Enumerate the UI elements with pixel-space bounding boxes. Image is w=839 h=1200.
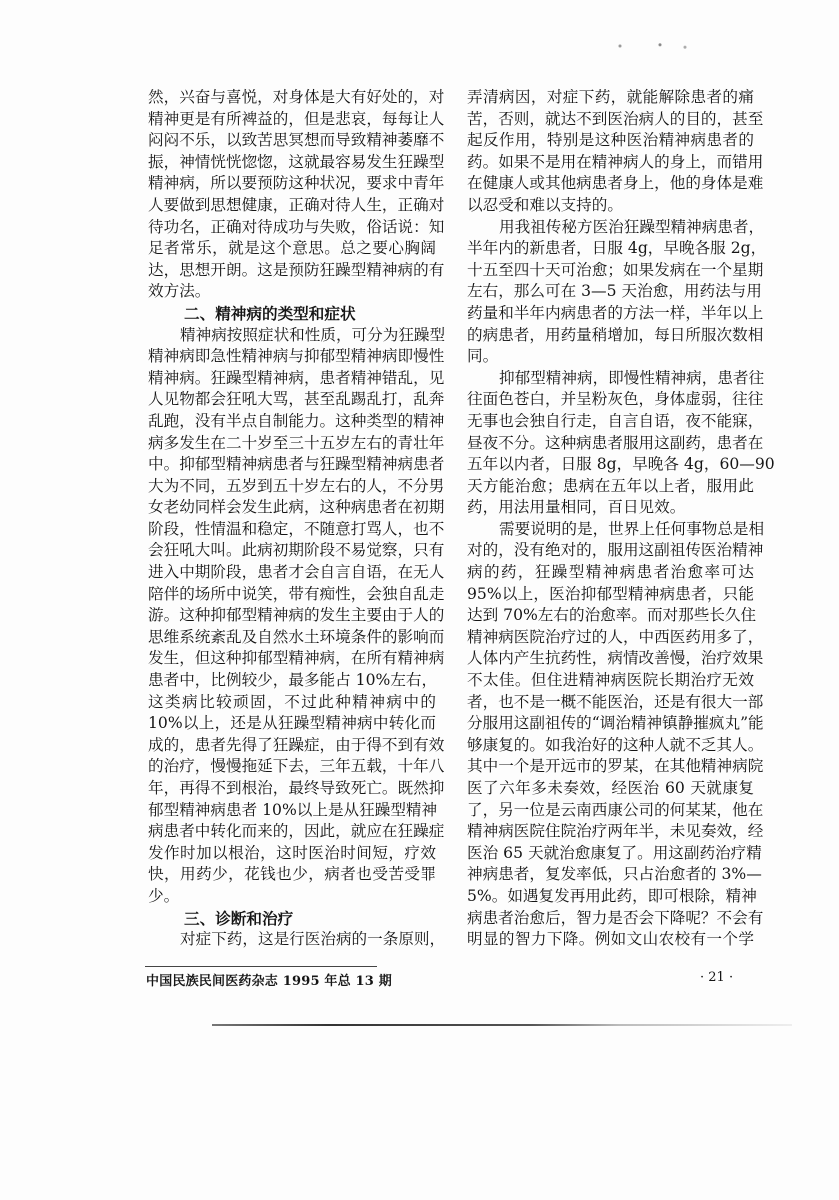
text-line: 对症下药，这是行医治病的一条原则， bbox=[180, 930, 446, 949]
text-line: 医治 65 天就治愈康复了。用这副药治疗精 bbox=[467, 843, 762, 862]
text-line: 达到 70%左右的治愈率。而对那些长久住 bbox=[467, 606, 757, 625]
text-line: 需要说明的是，世界上任何事物总是相 bbox=[499, 519, 765, 538]
text-line: 年，再得不到根治，最终导致死亡。既然抑 bbox=[148, 779, 445, 797]
text-line: 达，思想开朗。这是预防狂躁型精神病的有 bbox=[148, 260, 445, 279]
journal-footer: 中国民族民间医药杂志 1995 年总 13 期 bbox=[146, 974, 392, 989]
text-line: 这类病比较顽固，不过此种精神病中的 bbox=[148, 692, 436, 711]
text-line: 分服用这副祖传的“调治精神镇静摧疯丸”能 bbox=[467, 714, 764, 733]
text-line: 明显的智力下降。例如文山农校有一个学 bbox=[467, 930, 754, 949]
text-line: 药。如果不是用在精神病人的身上，而错用 bbox=[467, 152, 764, 171]
text-line: 昼夜不分。这种病患者服用这副药，患者在 bbox=[467, 433, 764, 452]
section-heading bbox=[148, 908, 436, 930]
text-line: 病的药，狂躁型精神病患者治愈率可达 bbox=[467, 563, 754, 582]
text-line: 弄清病因，对症下药，就能解除患者的痛 bbox=[467, 88, 754, 106]
text-line: 阶段，性情温和稳定，不随意打骂人，也不 bbox=[148, 519, 445, 538]
paragraph bbox=[467, 519, 765, 951]
text-line: 的治疗，慢慢拖延下去，三年五载，十年八 bbox=[148, 757, 445, 776]
text-line: 发生，但这种抑郁型精神病，在所有精神病 bbox=[148, 649, 445, 668]
text-line: 发作时加以根治，这时医治时间短，疗效 bbox=[148, 843, 436, 862]
text-line: 病患者治愈后，智力是否会下降呢？不会有 bbox=[467, 908, 764, 927]
heading-text: 二、精神病的类型和症状 bbox=[184, 303, 356, 323]
text-line: 少。 bbox=[148, 886, 180, 905]
text-line: 天方能治愈；患病在五年以上者，服用此 bbox=[467, 476, 754, 495]
left-column bbox=[148, 87, 446, 951]
text-line: 待功名，正确对待成功与失败，俗话说：知 bbox=[148, 217, 445, 236]
text-line: 女老幼同样会发生此病，这种病患者在初期 bbox=[148, 498, 445, 517]
scan-artifact-line bbox=[212, 1024, 792, 1026]
text-line: 会狂吼大叫。此病初期阶段不易觉察，只有 bbox=[148, 541, 445, 560]
section-heading bbox=[148, 303, 436, 325]
paragraph bbox=[148, 325, 446, 908]
paragraph bbox=[148, 929, 446, 951]
text-line: 以忍受和难以支持的。 bbox=[467, 195, 623, 214]
text-line: 精神更是有所裨益的，但是悲哀，每每让人 bbox=[148, 109, 445, 128]
heading-text: 三、诊断和治疗 bbox=[184, 908, 294, 928]
text-line: 乱跑，没有半点自制能力。这种类型的精神 bbox=[148, 411, 445, 430]
scan-noise bbox=[600, 40, 700, 52]
text-line: 思维系统紊乱及自然水土环境条件的影响而 bbox=[148, 627, 445, 646]
text-line: 无事也会独自行走，自言自语，夜不能寐， bbox=[467, 411, 764, 430]
text-line: 的病患者，用药量稍增加，每日所服次数相 bbox=[467, 325, 764, 344]
text-line: 医了六年多未奏效，经医治 60 天就康复 bbox=[467, 779, 754, 797]
text-line: 足者常乐，就是这个意思。总之要心胸阔 bbox=[148, 239, 436, 258]
text-line: 苦，否则，就达不到医治病人的目的，甚至 bbox=[467, 109, 764, 128]
text-line: 起反作用，特别是这种医治精神病患者的 bbox=[467, 131, 754, 150]
text-line: 其中一个是开远市的罗某，在其他精神病院 bbox=[467, 757, 764, 776]
text-line: 了，另一位是云南西康公司的何某某，他在 bbox=[467, 800, 764, 819]
text-line: 神病患者，复发率低，只占治愈者的 3%— bbox=[467, 865, 762, 884]
text-line: 郁型精神病患者 10%以上是从狂躁型精神 bbox=[148, 800, 438, 819]
text-line: 半年内的新患者，日服 4g，早晚各服 2g， bbox=[467, 239, 767, 258]
text-line: 精神病。狂躁型精神病，患者精神错乱，见 bbox=[148, 368, 445, 387]
text-line: 患者中，比例较少，最多能占 10%左右， bbox=[148, 671, 438, 690]
text-line: 效方法。 bbox=[148, 282, 211, 301]
text-line: 快，用药少，花钱也少，病者也受苦受罪 bbox=[148, 865, 436, 884]
text-line: 10%以上，还是从狂躁型精神病中转化而 bbox=[148, 714, 436, 733]
text-line: 精神病医院治疗过的人，中西医药用多了， bbox=[467, 627, 764, 646]
text-line: 不太佳。但住进精神病医院长期治疗无效 bbox=[467, 671, 754, 690]
paragraph bbox=[148, 87, 445, 303]
paragraph bbox=[467, 368, 775, 519]
text-line: 精神病即急性精神病与抑郁型精神病即慢性 bbox=[148, 347, 445, 366]
text-line: 药量和半年内病患者的方法一样，半年以上 bbox=[467, 303, 764, 322]
text-line: 五年以内者，日服 8g，早晚各 4g，60—90 bbox=[467, 455, 775, 474]
text-line: 进入中期阶段，患者才会自言自语，在无人 bbox=[148, 563, 445, 582]
text-line: 药，用法用量相同，百日见效。 bbox=[467, 498, 686, 517]
text-line: 病患者中转化而来的，因此，就应在狂躁症 bbox=[148, 822, 445, 841]
paragraph bbox=[467, 87, 764, 217]
text-line: 同。 bbox=[467, 347, 499, 366]
text-line: 成的，患者先得了狂躁症，由于得不到有效 bbox=[148, 735, 445, 754]
text-line: 病多发生在二十岁至三十五岁左右的青壮年 bbox=[148, 433, 445, 452]
text-line: 精神病，所以要预防这种状况，要求中青年 bbox=[148, 174, 445, 193]
text-line: 十五至四十天可治愈；如果发病在一个星期 bbox=[467, 260, 764, 279]
right-column bbox=[467, 87, 775, 951]
text-line: 精神病医院住院治疗两年半，未见奏效，经 bbox=[467, 822, 764, 841]
text-line: 者，也不是一概不能医治，还是有很大一部 bbox=[467, 692, 764, 711]
text-line: 抑郁型精神病，即慢性精神病，患者往 bbox=[499, 368, 765, 387]
text-line: 用我祖传秘方医治狂躁型精神病患者， bbox=[499, 217, 765, 236]
text-line: 对的，没有绝对的，服用这副祖传医治精神 bbox=[467, 541, 764, 560]
text-line: 人体内产生抗药性，病情改善慢，治疗效果 bbox=[467, 649, 764, 668]
text-line: 闷闷不乐，以致苦思冥想而导致精神萎靡不 bbox=[148, 131, 445, 150]
text-line: 往面色苍白，并呈粉灰色，身体虚弱，往往 bbox=[467, 390, 764, 409]
text-line: 5%。如遇复发再用此药，即可根除，精神 bbox=[467, 886, 757, 905]
text-line: 人见物都会狂吼大骂，甚至乱踢乱打，乱奔 bbox=[148, 390, 445, 409]
text-line: 中。抑郁型精神病患者与狂躁型精神病患者 bbox=[148, 455, 445, 474]
text-line: 大为不同，五岁到五十岁左右的人，不分男 bbox=[148, 476, 445, 495]
text-line: 陪伴的场所中说笑，带有痴性，会独自乱走 bbox=[148, 584, 445, 603]
text-line: 在健康人或其他病患者身上，他的身体是难 bbox=[467, 174, 764, 193]
footer-rule bbox=[145, 966, 377, 967]
text-line: 够康复的。如我治好的这种人就不乏其人。 bbox=[467, 735, 764, 754]
text-line: 精神病按照症状和性质，可分为狂躁型 bbox=[180, 325, 446, 344]
text-line: 振，神情恍恍惚惚，这就最容易发生狂躁型 bbox=[148, 152, 445, 171]
paragraph bbox=[467, 217, 767, 368]
text-line: 95%以上，医治抑郁型精神病患者，只能 bbox=[467, 584, 754, 603]
text-line: 人要做到思想健康，正确对待人生，正确对 bbox=[148, 195, 445, 214]
page-number: · 21 · bbox=[700, 970, 734, 985]
text-line: 左右，那么可在 3—5 天治愈，用药法与用 bbox=[467, 282, 762, 301]
text-line: 游。这种抑郁型精神病的发生主要由于人的 bbox=[148, 606, 445, 625]
text-line: 然，兴奋与喜悦，对身体是大有好处的，对 bbox=[148, 88, 445, 106]
